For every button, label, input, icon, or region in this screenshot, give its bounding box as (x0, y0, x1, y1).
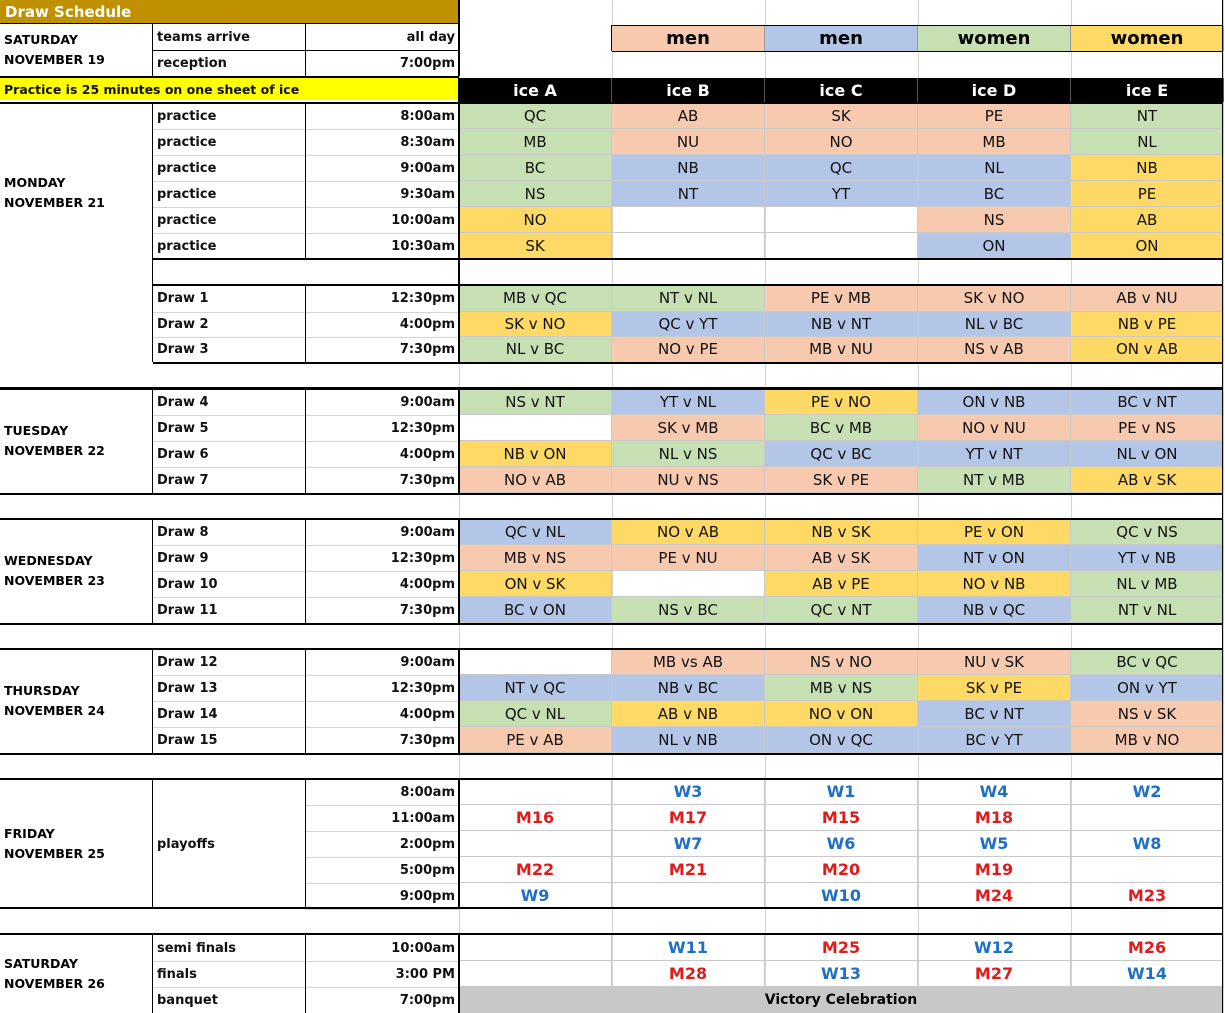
border-line (152, 102, 153, 362)
border-line (152, 779, 153, 907)
thursday-Draw-15-ice-E: MB v NO (1071, 727, 1224, 753)
wednesday-Draw-11-ice-E: NT v NL (1071, 597, 1224, 623)
row-time: 9:00am (400, 654, 455, 670)
border-line (305, 389, 306, 493)
border-line (305, 23, 306, 76)
playoff-1-ice-E (1071, 805, 1224, 831)
day-label (0, 935, 153, 1013)
day-name: SATURDAY (4, 956, 78, 971)
practice-5-ice-A: SK (459, 233, 612, 259)
border-line (612, 51, 1223, 52)
tuesday-Draw-5-ice-A (459, 415, 612, 441)
row-label: Draw 11 (157, 602, 218, 618)
wednesday-Draw-8-ice-C: NB v SK (765, 519, 918, 545)
border-line (153, 362, 1223, 364)
row-label: Draw 1 (157, 291, 209, 307)
tuesday-Draw-4-ice-C: PE v NO (765, 389, 918, 415)
row-label: Draw 7 (157, 472, 209, 488)
finals-ice-B: M28 (612, 961, 765, 987)
practice-0-ice-A: QC (459, 103, 612, 129)
tuesday-Draw-5-ice-B: SK v MB (612, 415, 765, 441)
thursday-Draw-12-ice-C: NS v NO (765, 649, 918, 675)
thursday-Draw-12-ice-E: BC v QC (1071, 649, 1224, 675)
semi-finals-ice-D: W12 (918, 935, 1071, 961)
row-label: Draw 13 (157, 680, 218, 696)
thursday-Draw-13-ice-B: NB v BC (612, 675, 765, 701)
draw-2-ice-C: NB v NT (765, 312, 918, 338)
row-time: 10:00am (391, 212, 455, 228)
border-line (153, 258, 1223, 260)
practice-5-ice-D: ON (918, 233, 1071, 259)
row-label: practice (157, 238, 217, 254)
tuesday-Draw-5-ice-E: PE v NS (1071, 415, 1224, 441)
thursday-Draw-13-ice-C: MB v NS (765, 675, 918, 701)
row-time: 4:00pm (399, 316, 455, 332)
draw-1-ice-D: SK v NO (918, 286, 1071, 312)
day-date: NOVEMBER 21 (4, 195, 105, 210)
wednesday-Draw-8-ice-A: QC v NL (459, 519, 612, 545)
border-line (611, 25, 612, 51)
row-time: all day (406, 29, 455, 45)
day-label (0, 389, 153, 493)
thursday-Draw-14-ice-E: NS v SK (1071, 701, 1224, 727)
border-line (0, 23, 459, 24)
border-line (152, 935, 153, 1013)
day-date: NOVEMBER 25 (4, 846, 105, 861)
category-men-1: men (612, 26, 765, 51)
tuesday-Draw-5-ice-D: NO v NU (918, 415, 1071, 441)
border-line (458, 0, 460, 76)
border-line (0, 493, 1223, 495)
border-line (458, 78, 460, 362)
category-women-4: women (1071, 26, 1224, 51)
tuesday-Draw-6-ice-B: NL v NS (612, 441, 765, 467)
draw-1-ice-E: AB v NU (1071, 286, 1224, 312)
gridline (305, 909, 459, 910)
playoff-4-ice-B (612, 883, 765, 909)
border-line (0, 933, 1223, 935)
tuesday-Draw-5-ice-C: BC v MB (765, 415, 918, 441)
semi-finals-ice-C: M25 (765, 935, 918, 961)
row-time: 11:00am (391, 810, 455, 826)
practice-3-ice-B: NT (612, 181, 765, 207)
border-line (458, 935, 460, 1013)
wednesday-Draw-8-ice-D: PE v ON (918, 519, 1071, 545)
border-line (0, 623, 1223, 625)
wednesday-Draw-11-ice-D: NB v QC (918, 597, 1071, 623)
row-time: 4:00pm (399, 576, 455, 592)
row-label: Draw 14 (157, 706, 218, 722)
practice-4-ice-D: NS (918, 207, 1071, 233)
playoff-0-ice-A (459, 779, 612, 805)
row-time: 7:30pm (399, 342, 455, 358)
border-line (0, 907, 1223, 909)
practice-5-ice-B (612, 233, 765, 259)
playoff-0-ice-C: W1 (765, 779, 918, 805)
practice-0-ice-B: AB (612, 103, 765, 129)
playoff-1-ice-D: M18 (918, 805, 1071, 831)
semi-finals-ice-B: W11 (612, 935, 765, 961)
tuesday-Draw-7-ice-D: NT v MB (918, 467, 1071, 493)
thursday-Draw-15-ice-C: ON v QC (765, 727, 918, 753)
playoff-4-ice-E: M23 (1071, 883, 1224, 909)
playoff-1-ice-A: M16 (459, 805, 612, 831)
practice-1-ice-E: NL (1071, 129, 1224, 155)
playoff-2-ice-B: W7 (612, 831, 765, 857)
wednesday-Draw-9-ice-E: YT v NB (1071, 545, 1224, 571)
tuesday-Draw-6-ice-D: YT v NT (918, 441, 1071, 467)
row-time: 9:00am (400, 524, 455, 540)
thursday-Draw-12-ice-A (459, 649, 612, 675)
practice-4-ice-E: AB (1071, 207, 1224, 233)
row-label: practice (157, 186, 217, 202)
practice-notice: Practice is 25 minutes on one sheet of ice (0, 78, 459, 100)
draw-2-ice-E: NB v PE (1071, 312, 1224, 338)
playoff-0-ice-D: W4 (918, 779, 1071, 805)
row-time: 10:30am (391, 238, 455, 254)
day-label (0, 519, 153, 623)
row-label: practice (157, 108, 217, 124)
row-time: 12:30pm (390, 291, 455, 307)
thursday-Draw-14-ice-B: AB v NB (612, 701, 765, 727)
practice-0-ice-C: SK (765, 103, 918, 129)
tuesday-Draw-7-ice-C: SK v PE (765, 467, 918, 493)
row-time: 12:30pm (390, 550, 455, 566)
thursday-Draw-13-ice-E: ON v YT (1071, 675, 1224, 701)
row-label: Draw 8 (157, 524, 209, 540)
tuesday-Draw-7-ice-A: NO v AB (459, 467, 612, 493)
draw-2-ice-B: QC v YT (612, 312, 765, 338)
practice-1-ice-A: MB (459, 129, 612, 155)
border-line (458, 389, 460, 493)
border-line (0, 388, 1223, 390)
row-time: 5:00pm (399, 862, 455, 878)
day-label (0, 779, 153, 909)
border-line (305, 649, 306, 753)
row-label: reception (157, 55, 227, 71)
border-line (0, 518, 1223, 520)
practice-2-ice-A: BC (459, 155, 612, 181)
practice-2-ice-E: NB (1071, 155, 1224, 181)
practice-5-ice-E: ON (1071, 233, 1224, 259)
thursday-Draw-15-ice-A: PE v AB (459, 727, 612, 753)
thursday-Draw-13-ice-D: SK v PE (918, 675, 1071, 701)
draw-3-ice-A: NL v BC (459, 337, 612, 363)
row-time: 7:30pm (399, 732, 455, 748)
day-name: MONDAY (4, 175, 66, 190)
border-line (0, 778, 1223, 780)
row-time: 7:00pm (399, 992, 455, 1008)
wednesday-Draw-11-ice-A: BC v ON (459, 597, 612, 623)
draw-1-ice-A: MB v QC (459, 286, 612, 312)
playoff-0-ice-B: W3 (612, 779, 765, 805)
practice-3-ice-D: BC (918, 181, 1071, 207)
practice-1-ice-B: NU (612, 129, 765, 155)
draw-1-ice-B: NT v NL (612, 286, 765, 312)
border-line (0, 102, 1223, 104)
row-time: 8:30am (400, 134, 455, 150)
sheet-header-ice-B: ice B (612, 78, 765, 102)
practice-0-ice-D: PE (918, 103, 1071, 129)
border-line (305, 102, 306, 258)
tuesday-Draw-4-ice-A: NS v NT (459, 389, 612, 415)
tuesday-Draw-6-ice-A: NB v ON (459, 441, 612, 467)
playoff-3-ice-A: M22 (459, 857, 612, 883)
sheet-header-ice-D: ice D (918, 78, 1071, 102)
day-date: NOVEMBER 19 (4, 52, 105, 67)
border-line (305, 519, 306, 623)
row-time: 9:30am (400, 186, 455, 202)
wednesday-Draw-11-ice-B: NS v BC (612, 597, 765, 623)
day-name: THURSDAY (4, 683, 80, 698)
thursday-Draw-15-ice-B: NL v NB (612, 727, 765, 753)
playoff-3-ice-D: M19 (918, 857, 1071, 883)
banquet-event: Victory Celebration (459, 987, 1223, 1013)
practice-2-ice-B: NB (612, 155, 765, 181)
tuesday-Draw-7-ice-B: NU v NS (612, 467, 765, 493)
wednesday-Draw-9-ice-B: PE v NU (612, 545, 765, 571)
row-label: Draw 3 (157, 342, 209, 358)
row-label: semi finals (157, 940, 236, 956)
row-label: banquet (157, 992, 218, 1008)
tuesday-Draw-4-ice-D: ON v NB (918, 389, 1071, 415)
row-label: Draw 12 (157, 654, 218, 670)
finals-ice-E: W14 (1071, 961, 1224, 987)
thursday-Draw-14-ice-D: BC v NT (918, 701, 1071, 727)
draw-3-ice-D: NS v AB (918, 337, 1071, 363)
border-line (1222, 0, 1223, 1013)
row-time: 9:00pm (399, 888, 455, 904)
practice-0-ice-E: NT (1071, 103, 1224, 129)
row-label: Draw 2 (157, 316, 209, 332)
row-time: 10:00am (391, 940, 455, 956)
border-line (0, 753, 1223, 755)
row-time: 8:00am (400, 784, 455, 800)
finals-ice-A (459, 961, 612, 987)
draw-3-ice-E: ON v AB (1071, 337, 1224, 363)
border-line (152, 519, 153, 623)
wednesday-Draw-8-ice-E: QC v NS (1071, 519, 1224, 545)
day-name: FRIDAY (4, 826, 55, 841)
row-time: 12:30pm (390, 680, 455, 696)
border-line (153, 50, 459, 51)
sheet-header-ice-A: ice A (459, 78, 612, 102)
border-line (0, 648, 1223, 650)
day-date: NOVEMBER 23 (4, 573, 105, 588)
border-line (458, 649, 460, 753)
wednesday-Draw-10-ice-D: NO v NB (918, 571, 1071, 597)
practice-3-ice-E: PE (1071, 181, 1224, 207)
playoff-0-ice-E: W2 (1071, 779, 1224, 805)
tuesday-Draw-7-ice-E: AB v SK (1071, 467, 1224, 493)
row-time: 4:00pm (399, 706, 455, 722)
row-label: finals (157, 966, 197, 982)
row-time: 12:30pm (390, 420, 455, 436)
row-time: 7:00pm (399, 55, 455, 71)
row-label: Draw 10 (157, 576, 218, 592)
day-date: NOVEMBER 24 (4, 703, 105, 718)
category-women-3: women (918, 26, 1071, 51)
tuesday-Draw-6-ice-E: NL v ON (1071, 441, 1224, 467)
thursday-Draw-14-ice-A: QC v NL (459, 701, 612, 727)
row-time: 7:30pm (399, 602, 455, 618)
row-time: 3:00 PM (395, 966, 455, 982)
day-date: NOVEMBER 22 (4, 443, 105, 458)
row-time: 7:30pm (399, 472, 455, 488)
playoff-1-ice-B: M17 (612, 805, 765, 831)
row-label: practice (157, 134, 217, 150)
border-line (612, 25, 1223, 26)
tuesday-Draw-4-ice-E: BC v NT (1071, 389, 1224, 415)
sheet-header-ice-E: ice E (1071, 78, 1224, 102)
row-label: Draw 5 (157, 420, 209, 436)
border-line (152, 23, 153, 76)
finals-ice-C: W13 (765, 961, 918, 987)
playoff-4-ice-C: W10 (765, 883, 918, 909)
wednesday-Draw-9-ice-C: AB v SK (765, 545, 918, 571)
playoff-4-ice-A: W9 (459, 883, 612, 909)
thursday-Draw-12-ice-B: MB vs AB (612, 649, 765, 675)
draw-2-ice-A: SK v NO (459, 312, 612, 338)
practice-2-ice-D: NL (918, 155, 1071, 181)
finals-ice-D: M27 (918, 961, 1071, 987)
wednesday-Draw-10-ice-B (612, 571, 765, 597)
wednesday-Draw-9-ice-D: NT v ON (918, 545, 1071, 571)
row-time: 4:00pm (399, 446, 455, 462)
practice-3-ice-C: YT (765, 181, 918, 207)
row-label: practice (157, 160, 217, 176)
tuesday-Draw-4-ice-B: YT v NL (612, 389, 765, 415)
wednesday-Draw-10-ice-A: ON v SK (459, 571, 612, 597)
wednesday-Draw-11-ice-C: QC v NT (765, 597, 918, 623)
border-line (458, 519, 460, 623)
draw-1-ice-C: PE v MB (765, 286, 918, 312)
practice-3-ice-A: NS (459, 181, 612, 207)
playoff-2-ice-C: W6 (765, 831, 918, 857)
playoff-2-ice-D: W5 (918, 831, 1071, 857)
day-date: NOVEMBER 26 (4, 976, 105, 991)
day-label (0, 102, 153, 284)
semi-finals-ice-E: M26 (1071, 935, 1224, 961)
semi-finals-ice-A (459, 935, 612, 961)
thursday-Draw-15-ice-D: BC v YT (918, 727, 1071, 753)
wednesday-Draw-10-ice-E: NL v MB (1071, 571, 1224, 597)
playoff-3-ice-E (1071, 857, 1224, 883)
category-men-2: men (765, 26, 918, 51)
wednesday-Draw-10-ice-C: AB v PE (765, 571, 918, 597)
row-time: 8:00am (400, 108, 455, 124)
day-label (0, 24, 153, 76)
wednesday-Draw-8-ice-B: NO v AB (612, 519, 765, 545)
day-name: TUESDAY (4, 423, 69, 438)
practice-5-ice-C (765, 233, 918, 259)
row-time: 2:00pm (399, 836, 455, 852)
draw-3-ice-B: NO v PE (612, 337, 765, 363)
row-label: Draw 6 (157, 446, 209, 462)
row-label: Draw 4 (157, 394, 209, 410)
practice-2-ice-C: QC (765, 155, 918, 181)
thursday-Draw-12-ice-D: NU v SK (918, 649, 1071, 675)
day-name: SATURDAY (4, 32, 78, 47)
border-line (152, 389, 153, 493)
practice-1-ice-C: NO (765, 129, 918, 155)
border-line (153, 284, 1223, 286)
draw-3-ice-C: MB v NU (765, 337, 918, 363)
draw-2-ice-D: NL v BC (918, 312, 1071, 338)
row-label: practice (157, 212, 217, 228)
border-line (152, 649, 153, 753)
row-label: Draw 9 (157, 550, 209, 566)
border-line (305, 935, 306, 1013)
day-name: WEDNESDAY (4, 553, 93, 568)
thursday-Draw-14-ice-C: NO v ON (765, 701, 918, 727)
thursday-Draw-13-ice-A: NT v QC (459, 675, 612, 701)
border-line (305, 779, 306, 907)
tuesday-Draw-6-ice-C: QC v BC (765, 441, 918, 467)
playoffs-label: playoffs (157, 836, 215, 852)
row-time: 9:00am (400, 160, 455, 176)
playoff-3-ice-C: M20 (765, 857, 918, 883)
row-label: Draw 15 (157, 732, 218, 748)
playoff-1-ice-C: M15 (765, 805, 918, 831)
sheet-title: Draw Schedule (0, 0, 459, 23)
wednesday-Draw-9-ice-A: MB v NS (459, 545, 612, 571)
playoff-2-ice-A (459, 831, 612, 857)
border-line (458, 779, 460, 907)
practice-4-ice-B (612, 207, 765, 233)
playoff-3-ice-B: M21 (612, 857, 765, 883)
playoff-4-ice-D: M24 (918, 883, 1071, 909)
border-line (305, 284, 306, 362)
sheet-header-ice-C: ice C (765, 78, 918, 102)
row-label: teams arrive (157, 29, 250, 45)
row-time: 9:00am (400, 394, 455, 410)
playoff-2-ice-E: W8 (1071, 831, 1224, 857)
practice-4-ice-A: NO (459, 207, 612, 233)
practice-4-ice-C (765, 207, 918, 233)
practice-1-ice-D: MB (918, 129, 1071, 155)
day-label (0, 649, 153, 753)
